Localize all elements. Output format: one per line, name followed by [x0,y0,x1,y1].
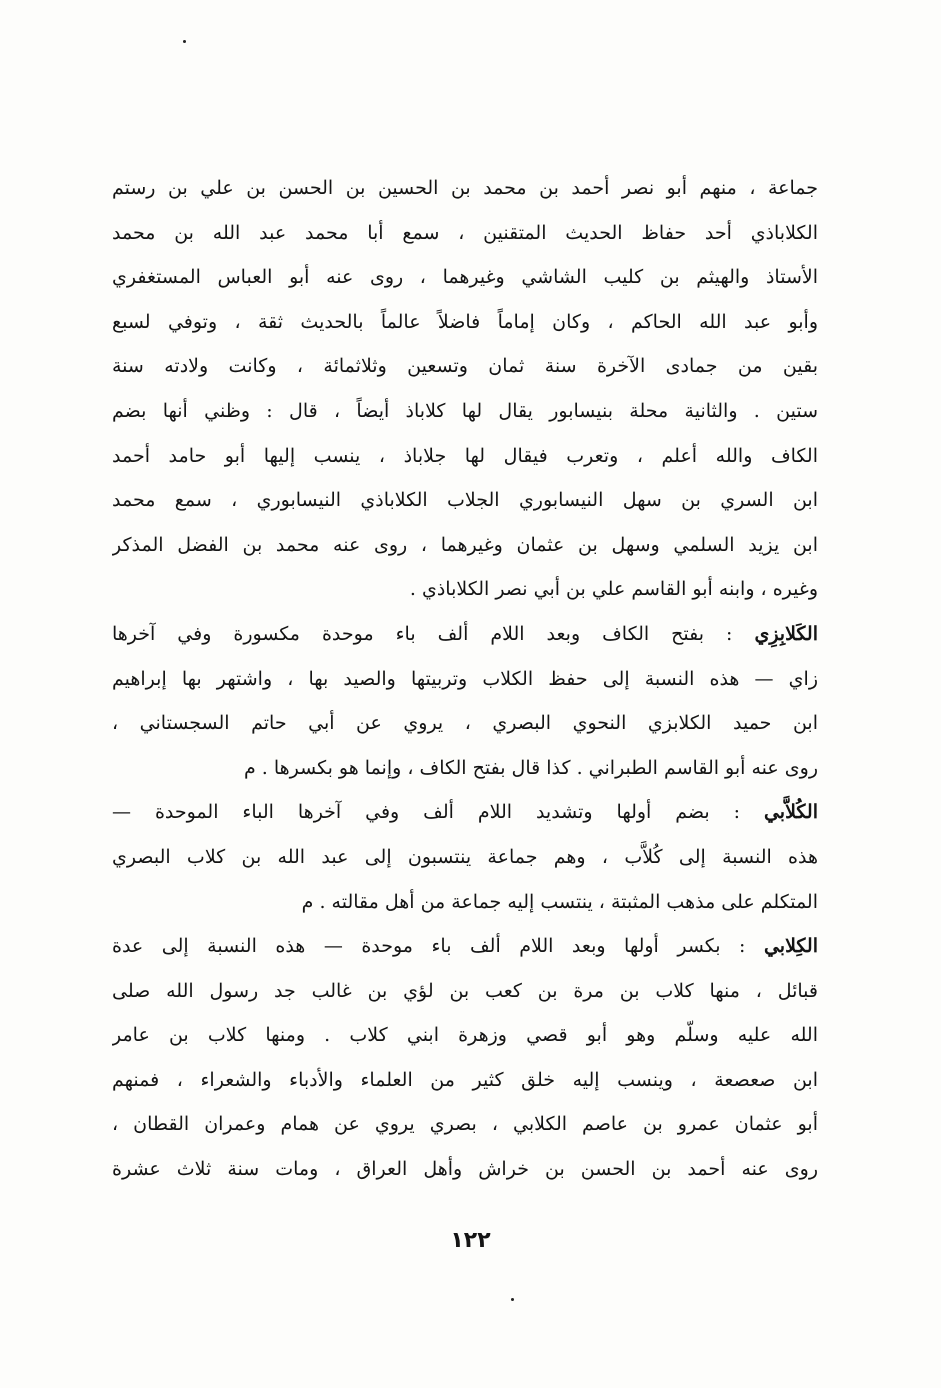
line-text: جماعة ، منهم أبو نصر أحمد بن محمد بن الحسين بن الحسن بن علي بن رستم [112,177,818,199]
line-text: الأستاذ والهيثم بن كليب الشاشي وغيرهما ، روى عنه أبو العباس المستغفري [112,266,818,289]
page-text [112,166,818,1192]
text-line [112,300,818,345]
text-line [112,478,818,523]
line-text: هذه النسبة إلى كُلاَّب ، وهم جماعة ينتسبون إلى عبد الله بن كلاب البصري [112,845,818,868]
line-text: ابن صعصعة ، وينسب إليه خلق كثير من العلماء والأدباء والشعراء ، فمنهم [112,1068,818,1091]
text-line [112,746,818,791]
text-line [112,523,818,568]
line-text: زاي — هذه النسبة إلى حفظ الكلاب وتربيتها والصيد بها ، واشتهر بها إبراهيم [112,667,818,690]
line-text: وأبو عبد الله الحاكم ، وكان إماماً فاضلاً عالماً بالحديث ثقة ، وتوفي لسبع [112,310,818,333]
line-text: روى عنه أبو القاسم الطبراني . كذا قال بفتح الكاف ، وإنما هو بكسرها . م [243,756,818,779]
text-line [112,1102,818,1147]
line-text: الكاف والله أعلم ، وتعرب فيقال لها جلاباذ ، ينسب إليها أبو حامد أحمد [112,444,818,467]
line-text: وغيره ، وابنه أبو القاسم علي بن أبي نصر الكلاباذي . [409,578,818,601]
text-line [112,657,818,702]
line-text: روى عنه أحمد بن الحسن بن خراش وأهل العراق ، ومات سنة ثلاث عشرة [112,1158,818,1181]
line-text: : بكسر أولها وبعد اللام ألف باء موحدة — هذه النسبة إلى عدة [112,935,764,958]
line-text: ابن يزيد السلمي وسهل بن عثمان وغيرهما ، روى عنه محمد بن الفضل المذكر [112,533,818,556]
text-line [112,1058,818,1103]
line-text: أبو عثمان عمرو بن عاصم الكلابي ، بصري يروي عن همام وعمران القطان ، [112,1113,818,1136]
line-text: قبائل ، منها كلاب بن مرة بن كعب بن لؤي بن غالب جد رسول الله صلى [112,979,818,1002]
line-text: بقين من جمادى الآخرة سنة ثمان وتسعين وثلاثمائة ، وكانت ولادته سنة [112,355,818,378]
entry-heading: الكَلابِزِي [754,622,818,645]
text-line [112,344,818,389]
entry-first-line [112,612,818,657]
line-text: : بفتح الكاف وبعد اللام ألف باء موحدة مكسورة وفي آخرها [112,622,755,645]
line-text: ستين . والثانية محلة بنيسابور يقال لها كلاباذ أيضاً ، قال : وظني أنها بضم [112,399,818,422]
line-text: : بضم أولها وتشديد اللام ألف وفي آخرها الباء الموحدة — [112,801,764,824]
page-number: ١٢٢ [450,1228,491,1253]
line-text: ابن السري بن سهل النيسابوري الجلاب الكلاباذي النيسابوري ، سمع محمد [112,489,818,512]
text-line [112,969,818,1014]
text-line [112,1013,818,1058]
text-line [112,255,818,300]
text-line [112,211,818,256]
paper-speck [511,1298,514,1301]
text-line [112,880,818,925]
line-text: المتكلم على مذهب المثبتة ، ينتسب إليه جماعة من أهل مقالته . م [301,890,818,913]
line-text: الكلاباذي أحد حفاظ الحديث المتقنين ، سمع أبا محمد عبد الله بن محمد [112,221,818,244]
entry-heading: الكِلابي [763,935,818,958]
text-line [112,835,818,880]
text-line [112,389,818,434]
entry-first-line [112,924,818,969]
text-line [112,1147,818,1192]
line-text: ابن حميد الكلابزي النحوي البصري ، يروي عن أبي حاتم السجستاني ، [112,712,818,735]
entry-first-line [112,790,818,835]
text-line [112,701,818,746]
line-text: الله عليه وسلّم وهو أبو قصي وزهرة ابني كلاب . ومنها كلاب بن عامر [112,1024,818,1047]
paper-speck [183,40,186,43]
text-line [112,434,818,479]
text-line [112,166,818,211]
text-line [112,567,818,612]
entry-heading: الكُلاَّبي [763,801,818,824]
